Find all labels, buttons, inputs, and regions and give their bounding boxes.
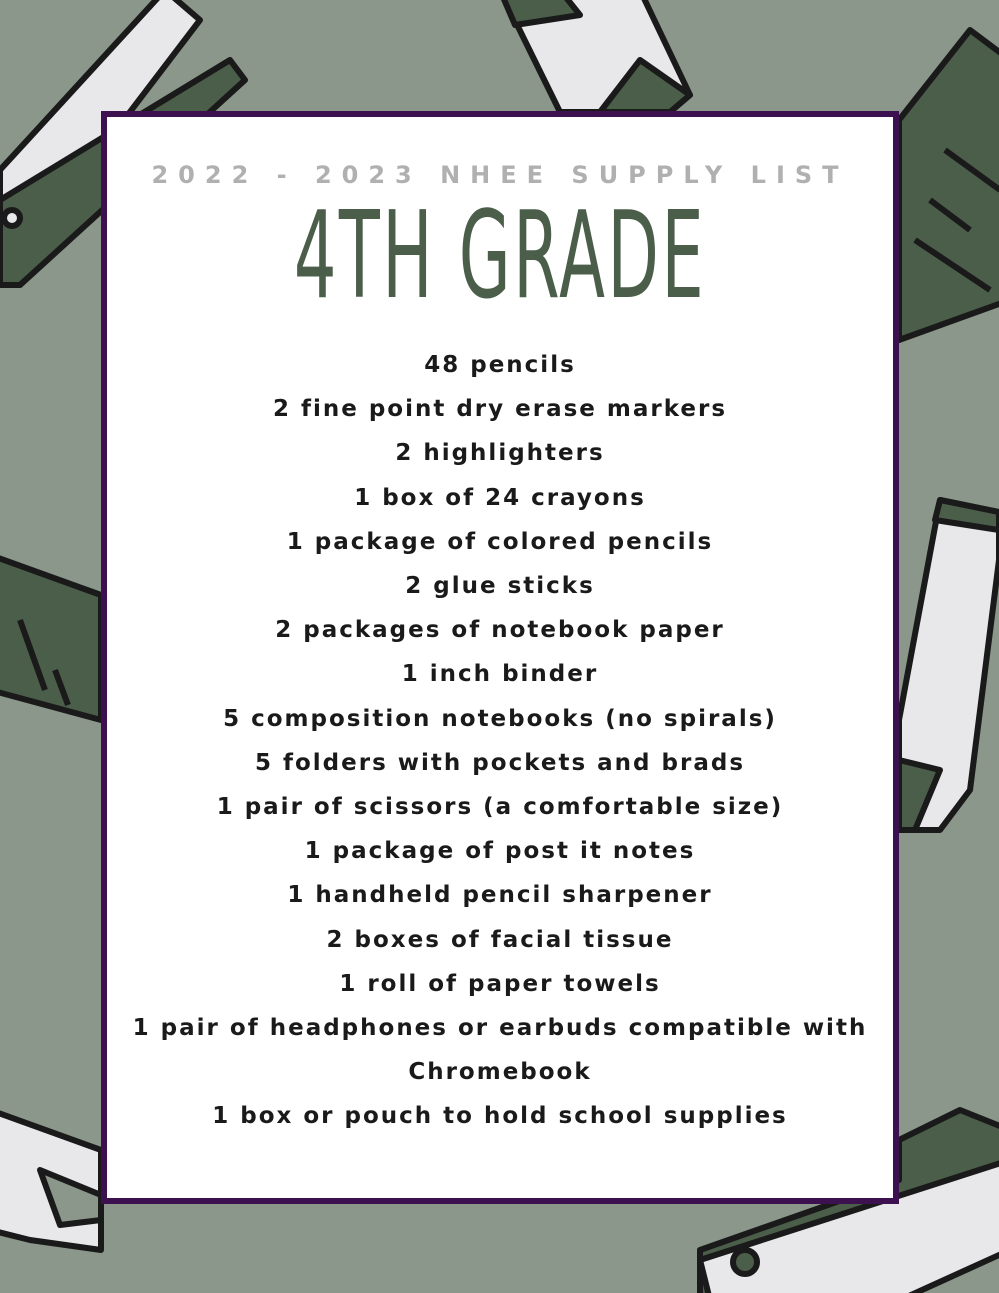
supply-item: 1 pair of headphones or earbuds compatible with — [132, 1015, 868, 1042]
supply-item: 1 box of 24 crayons — [354, 484, 646, 511]
supply-item: 5 composition notebooks (no spirals) — [223, 705, 777, 732]
supply-list-card — [101, 111, 899, 1204]
supply-item: 1 inch binder — [401, 661, 599, 688]
supply-item: 1 box or pouch to hold school supplies — [212, 1103, 788, 1130]
supply-item: 2 packages of notebook paper — [275, 617, 725, 644]
supply-item: 2 fine point dry erase markers — [272, 396, 728, 423]
supply-item: 5 folders with pockets and brads — [254, 749, 746, 776]
supply-item: 1 package of post it notes — [304, 838, 696, 865]
supply-item: 1 roll of paper towels — [339, 970, 661, 997]
marker-illustration-top — [500, 0, 690, 112]
supply-item: 2 boxes of facial tissue — [326, 926, 674, 953]
marker-illustration-right — [899, 500, 999, 830]
grade-title: 4TH GRADE — [293, 187, 707, 326]
supply-item: 2 glue sticks — [405, 573, 595, 600]
supply-item: 2 highlighters — [395, 440, 605, 467]
supply-list-subtitle: 2022 - 2023 NHEE SUPPLY LIST — [151, 161, 849, 189]
supply-item: 1 handheld pencil sharpener — [287, 882, 713, 909]
ruler-illustration-left — [0, 555, 101, 720]
supply-item: 48 pencils — [424, 352, 576, 378]
ruler-illustration-right — [899, 30, 999, 340]
supply-item: Chromebook — [408, 1059, 592, 1086]
supply-list — [107, 343, 893, 1139]
supply-item: 1 pair of scissors (a comfortable size) — [216, 794, 784, 821]
triangle-ruler-illustration — [0, 1110, 101, 1250]
supply-item: 1 package of colored pencils — [286, 528, 714, 555]
